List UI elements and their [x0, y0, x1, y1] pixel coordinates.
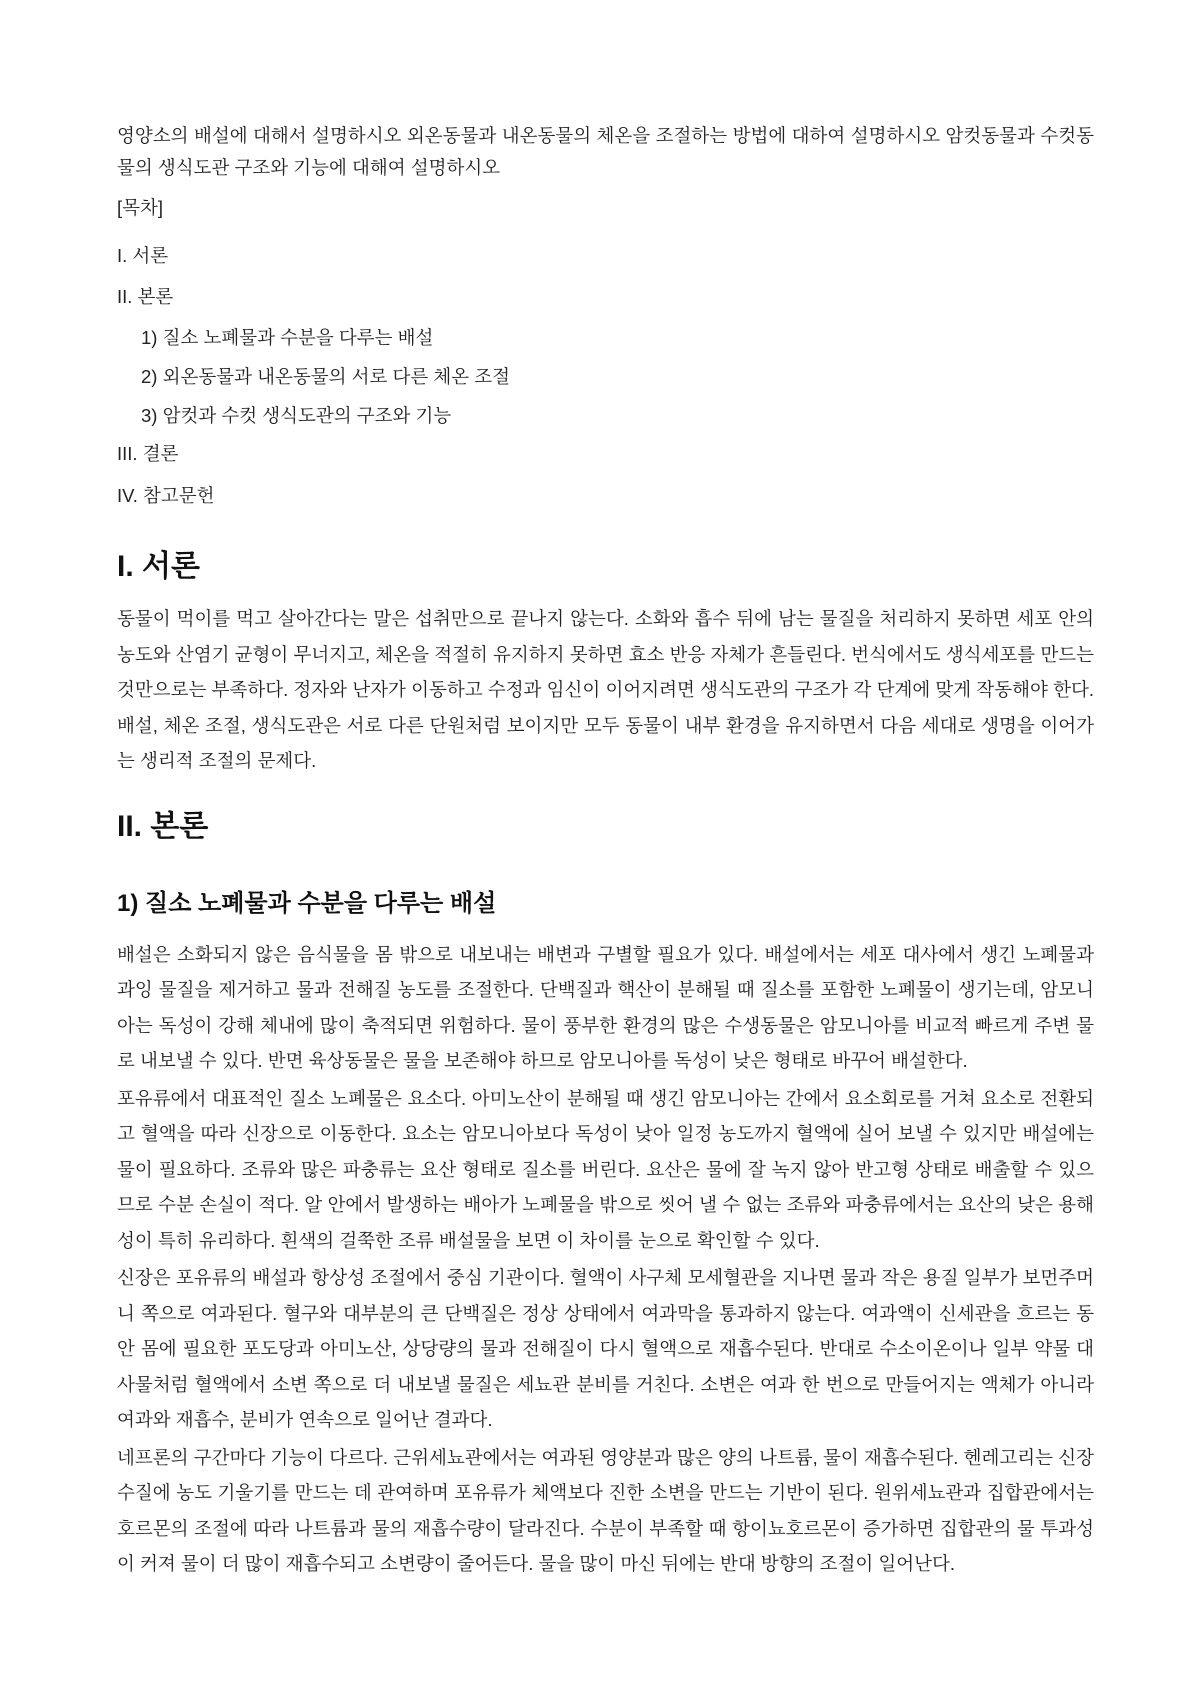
section-body [117, 807, 1094, 1582]
toc-item-body: II. 본론 [117, 286, 174, 307]
toc-item-references: IV. 참고문헌 [117, 485, 215, 506]
section-heading: II. 본론 [117, 809, 209, 843]
toc-subitem-thermoregulation: 2) 외온동물과 내온동물의 서로 다른 체온 조절 [141, 366, 510, 387]
toc-label: [목차] [117, 197, 164, 218]
toc-subitem-reproductive-tract: 3) 암컷과 수컷 생식도관의 구조와 기능 [141, 405, 452, 426]
subsection-heading: 1) 질소 노폐물과 수분을 다루는 배설 [117, 889, 497, 917]
paragraph: 포유류에서 대표적인 질소 노폐물은 요소다. 아미노산이 분해될 때 생긴 암모니아는 간에서 요소회로를 거쳐 요소로 전환되고 혈액을 따라 신장으로 이동한다. 요소는 암모니아보다 독성이 낮아 일정 농도까지 혈액에 실어 보낼 수 있지만 배설에는 물이 필요하다. 조류와 많은 파충류는 요산 형태로 질소를 버린다. 요산은 물에 잘 녹지 않아 반고형 상태로 배출할 수 있으므로 수분 손실이 적다. 알 안에서 발생하는 배아가 노폐물을 밖으로 씻어 낼 수 없는 조류와 파충류에서는 요산의 낮은 용해성이 특히 유리하다. 흰색의 걸쭉한 조류 배설물을 보면 이 차이를 눈으로 확인할 수 있다. [117, 1087, 1094, 1251]
toc-item-introduction: I. 서론 [117, 245, 169, 266]
paragraph: 신장은 포유류의 배설과 항상성 조절에서 중심 기관이다. 혈액이 사구체 모세혈관을 지나면 물과 작은 용질 일부가 보먼주머니 쪽으로 여과된다. 혈구와 대부분의 큰 단백질은 정상 상태에서 여과막을 통과하지 않는다. 여과액이 신세관을 흐르는 동안 몸에 필요한 포도당과 아미노산, 상당량의 물과 전해질이 다시 혈액으로 재흡수된다. 반대로 수소이온이나 일부 약물 대사물처럼 혈액에서 소변 쪽으로 더 내보낼 물질은 세뇨관 분비를 거친다. 소변은 여과 한 번으로 만들어지는 액체가 아니라 여과와 재흡수, 분비가 연속으로 일어난 결과다. [117, 1267, 1094, 1430]
table-of-contents [117, 192, 1094, 512]
section-introduction [117, 547, 1094, 779]
toc-subitem-excretion: 1) 질소 노폐물과 수분을 다루는 배설 [141, 327, 434, 348]
assignment-prompt: 영양소의 배설에 대해서 설명하시오 외온동물과 내온동물의 체온을 조절하는 방법에 대하여 설명하시오 암컷동물과 수컷동물의 생식도관 구조와 기능에 대해여 설명하시오 [117, 125, 1094, 178]
paragraph: 배설은 소화되지 않은 음식물을 몸 밖으로 내보내는 배변과 구별할 필요가 있다. 배설에서는 세포 대사에서 생긴 노폐물과 과잉 물질을 제거하고 물과 전해질 농도를 조절한다. 단백질과 핵산이 분해될 때 질소를 포함한 노폐물이 생기는데, 암모니아는 독성이 강해 체내에 많이 축적되면 위험하다. 물이 풍부한 환경의 많은 수생동물은 암모니아를 비교적 빠르게 주변 물로 내보낼 수 있다. 반면 육상동물은 물을 보존해야 하므로 암모니아를 독성이 낮은 형태로 바꾸어 배설한다. [117, 943, 1094, 1071]
toc-item-conclusion: III. 결론 [117, 443, 179, 464]
paragraph: 동물이 먹이를 먹고 살아간다는 말은 섭취만으로 끝나지 않는다. 소화와 흡수 뒤에 남는 물질을 처리하지 못하면 세포 안의 농도와 산염기 균형이 무너지고, 체온을 적절히 유지하지 못하면 효소 반응 자체가 흔들린다. 번식에서도 생식세포를 만드는 것만으로는 부족하다. 정자와 난자가 이동하고 수정과 임신이 이어지려면 생식도관의 구조가 각 단계에 맞게 작동해야 한다. 배설, 체온 조절, 생식도관은 서로 다른 단원처럼 보이지만 모두 동물이 내부 환경을 유지하면서 다음 세대로 생명을 이어가는 생리적 조절의 문제다. [117, 608, 1094, 771]
section-heading: I. 서론 [117, 550, 200, 583]
paragraph: 네프론의 구간마다 기능이 다르다. 근위세뇨관에서는 여과된 영양분과 많은 양의 나트륨, 물이 재흡수된다. 헨레고리는 신장 수질에 농도 기울기를 만드는 데 관여하며 포유류가 체액보다 진한 소변을 만드는 기반이 된다. 원위세뇨관과 집합관에서는 호르몬의 조절에 따라 나트륨과 물의 재흡수량이 달라진다. 수분이 부족할 때 항이뇨호르몬이 증가하면 집합관의 물 투과성이 커져 물이 더 많이 재흡수되고 소변량이 줄어든다. 물을 많이 마신 뒤에는 반대 방향의 조절이 일어난다. [117, 1446, 1094, 1574]
